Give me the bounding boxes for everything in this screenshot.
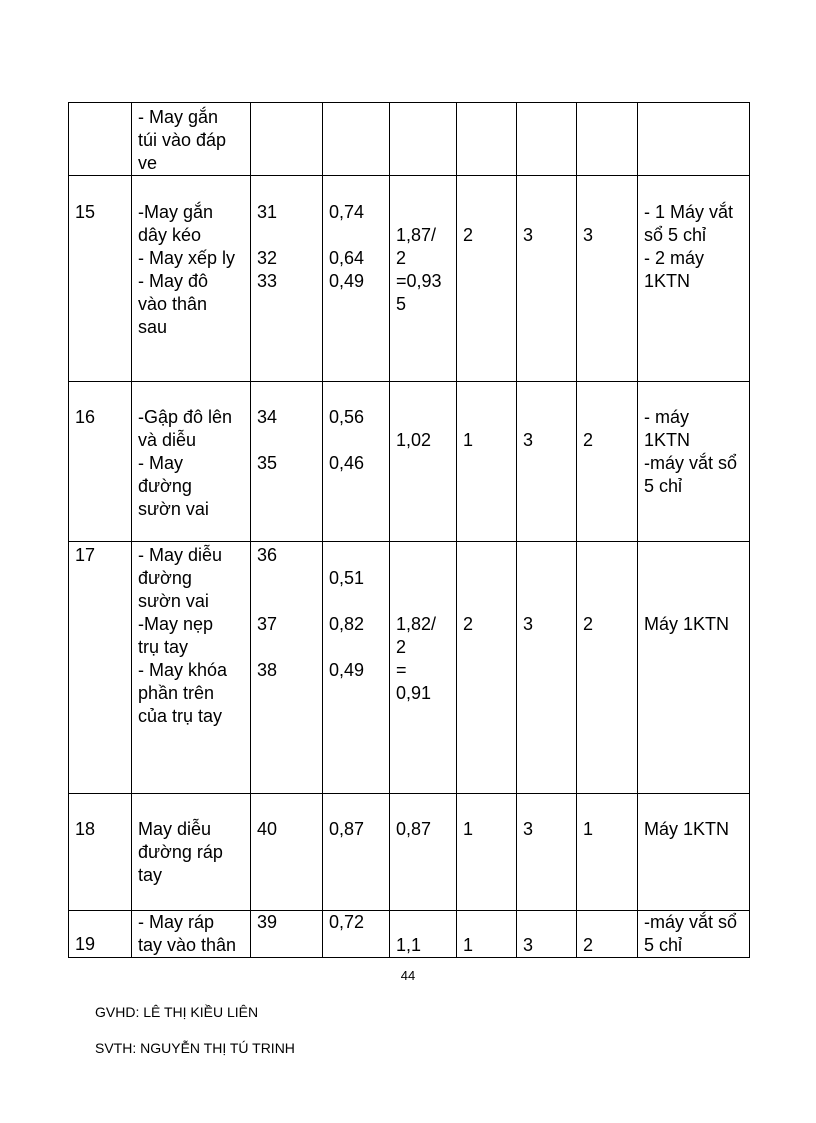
time-cell (323, 542, 390, 794)
operation-code-line: 37 (257, 614, 278, 634)
table-row (69, 794, 750, 911)
workers-line (463, 544, 510, 567)
equipment-line (644, 567, 743, 590)
operation-code-cell (251, 103, 323, 176)
machine-count-line: 2 (583, 935, 594, 955)
operation-code-cell (251, 382, 323, 542)
row-number-cell (69, 382, 132, 542)
operation-cell (132, 176, 251, 382)
equipment-line: 5 chỉ (644, 476, 683, 496)
time-line (329, 636, 383, 659)
equipment-line: -máy vắt sổ (644, 453, 738, 473)
operation-code-line: 33 (257, 271, 278, 291)
total-time-cell (390, 542, 457, 794)
equipment-line: sổ 5 chỉ (644, 225, 707, 245)
equipment-line (644, 544, 743, 567)
total-time-line: 1,87/ (396, 225, 437, 245)
workers-line (463, 567, 510, 590)
table-row (69, 176, 750, 382)
total-time-line: 5 (396, 294, 407, 314)
machine-count-cell (577, 103, 638, 176)
total-time-line (396, 201, 450, 224)
row-number-cell (69, 103, 132, 176)
row-number-text: 16 (75, 407, 96, 427)
operation-code-cell (251, 542, 323, 794)
operation-line: sườn vai (138, 499, 209, 519)
operation-cell (132, 103, 251, 176)
workers-line: 2 (463, 614, 474, 634)
time-line: 0,87 (329, 819, 365, 839)
operation-line: tay (138, 865, 163, 885)
equipment-line: 1KTN (644, 271, 691, 291)
machine-count-line: 2 (583, 430, 594, 450)
time-line (329, 429, 383, 452)
equipment-line: -máy vắt sổ (644, 912, 738, 932)
workers-line: 2 (463, 225, 474, 245)
grade-cell (517, 382, 577, 542)
operation-line: phần trên (138, 683, 215, 703)
footer-advisor: GVHD: LÊ THỊ KIỀU LIÊN (95, 1004, 259, 1020)
workers-cell (457, 382, 517, 542)
page-number: 44 (400, 968, 416, 983)
operation-cell (132, 382, 251, 542)
equipment-line: - 2 máy (644, 248, 705, 268)
workers-cell (457, 103, 517, 176)
equipment-line: - 1 Máy vắt (644, 202, 734, 222)
time-line: 0,64 (329, 248, 365, 268)
operation-line: dây kéo (138, 225, 202, 245)
grade-line: 3 (523, 819, 534, 839)
row-number-text: 18 (75, 819, 96, 839)
machine-count-line (583, 911, 631, 934)
operation-code-line: 31 (257, 202, 278, 222)
operation-line: - May khóa (138, 660, 228, 680)
operation-code-line: 32 (257, 248, 278, 268)
total-time-line (396, 544, 450, 567)
time-cell (323, 382, 390, 542)
total-time-line: 1,82/ (396, 614, 437, 634)
grade-line (523, 911, 570, 934)
row-number-cell (69, 542, 132, 794)
workers-line: 1 (463, 819, 474, 839)
operation-code-cell (251, 911, 323, 958)
time-cell (323, 176, 390, 382)
row-number-text: 15 (75, 202, 96, 222)
workers-line (463, 201, 510, 224)
grade-cell (517, 103, 577, 176)
time-line: 0,72 (329, 912, 365, 932)
grade-cell (517, 794, 577, 911)
machine-count-line: 3 (583, 225, 594, 245)
machine-count-line (583, 544, 631, 567)
table-row (69, 542, 750, 794)
operation-line: đường (138, 568, 192, 588)
grade-line (523, 201, 570, 224)
equipment-cell (638, 911, 750, 958)
operation-line: ve (138, 153, 158, 173)
operation-line: - May gắn (138, 107, 219, 127)
operation-code-line: 38 (257, 660, 278, 680)
total-time-line (396, 590, 450, 613)
row-number-cell (69, 911, 132, 958)
time-cell (323, 911, 390, 958)
equipment-cell (638, 794, 750, 911)
equipment-line: - máy (644, 407, 689, 427)
grade-line (523, 406, 570, 429)
equipment-line: 5 chỉ (644, 935, 683, 955)
machine-count-line (583, 590, 631, 613)
row-number-text: 19 (75, 934, 96, 954)
operation-line: tay vào thân (138, 935, 237, 955)
table-row (69, 911, 750, 958)
total-time-line (396, 911, 450, 934)
table-row (69, 382, 750, 542)
operation-code-cell (251, 176, 323, 382)
workers-line: 1 (463, 430, 474, 450)
total-time-cell (390, 103, 457, 176)
total-time-line: 2 (396, 637, 407, 657)
time-cell (323, 794, 390, 911)
equipment-cell (638, 103, 750, 176)
workers-line (463, 590, 510, 613)
operation-line: và diễu (138, 430, 197, 450)
operation-code-cell (251, 794, 323, 911)
machine-count-cell (577, 911, 638, 958)
operation-line: - May diễu (138, 545, 223, 565)
time-line: 0,56 (329, 407, 365, 427)
grade-line: 3 (523, 430, 534, 450)
workers-line: 1 (463, 935, 474, 955)
row-number-cell (69, 794, 132, 911)
operation-code-line (257, 636, 316, 659)
operation-code-line (257, 590, 316, 613)
operation-line: - May ráp (138, 912, 215, 932)
machine-count-line: 2 (583, 614, 594, 634)
operation-line: sườn vai (138, 591, 209, 611)
workers-line (463, 911, 510, 934)
operation-line: túi vào đáp (138, 130, 227, 150)
operation-code-line (257, 567, 316, 590)
time-cell (323, 103, 390, 176)
time-line (329, 590, 383, 613)
machine-count-line (583, 567, 631, 590)
time-line: 0,46 (329, 453, 365, 473)
grade-line: 3 (523, 225, 534, 245)
operation-cell (132, 911, 251, 958)
operation-code-line: 36 (257, 545, 278, 565)
operation-line: May diễu (138, 819, 212, 839)
operation-line: của trụ tay (138, 706, 223, 726)
operation-line: đường ráp (138, 842, 223, 862)
operation-line: - May xếp ly (138, 248, 236, 268)
operation-line: -Gập đô lên (138, 407, 233, 427)
workers-cell (457, 542, 517, 794)
time-line: 0,49 (329, 660, 365, 680)
grade-line: 3 (523, 935, 534, 955)
workers-cell (457, 794, 517, 911)
equipment-line: Máy 1KTN (644, 819, 730, 839)
workers-cell (457, 911, 517, 958)
operation-line: sau (138, 317, 168, 337)
grade-line (523, 544, 570, 567)
machine-count-cell (577, 794, 638, 911)
machine-count-cell (577, 176, 638, 382)
total-time-line: 0,87 (396, 819, 432, 839)
total-time-line: 1,02 (396, 430, 432, 450)
row-number-cell (69, 176, 132, 382)
time-line: 0,51 (329, 568, 365, 588)
equipment-cell (638, 176, 750, 382)
operation-line: trụ tay (138, 637, 189, 657)
row-number-text: 17 (75, 545, 96, 565)
total-time-line: 1,1 (396, 935, 422, 955)
workers-line (463, 406, 510, 429)
equipment-cell (638, 382, 750, 542)
operation-cell (132, 794, 251, 911)
time-line: 0,82 (329, 614, 365, 634)
operation-code-line: 39 (257, 912, 278, 932)
total-time-line (396, 567, 450, 590)
equipment-line: Máy 1KTN (644, 614, 730, 634)
operation-code-line (257, 224, 316, 247)
total-time-cell (390, 911, 457, 958)
time-line (329, 224, 383, 247)
operation-line: -May nẹp (138, 614, 214, 634)
grade-line (523, 567, 570, 590)
machine-count-cell (577, 542, 638, 794)
total-time-cell (390, 382, 457, 542)
grade-line (523, 590, 570, 613)
operation-line: - May (138, 453, 183, 473)
grade-line: 3 (523, 614, 534, 634)
table-row (69, 103, 750, 176)
equipment-line (644, 590, 743, 613)
grade-cell (517, 542, 577, 794)
total-time-line: 2 (396, 248, 407, 268)
time-line (329, 544, 383, 567)
total-time-line: 0,91 (396, 683, 432, 703)
time-line: 0,49 (329, 271, 365, 291)
machine-count-cell (577, 382, 638, 542)
time-line: 0,74 (329, 202, 365, 222)
total-time-line: =0,93 (396, 271, 442, 291)
operation-code-line: 40 (257, 819, 278, 839)
total-time-cell (390, 176, 457, 382)
operations-table (68, 102, 750, 958)
operation-cell (132, 542, 251, 794)
footer-student: SVTH: NGUYỄN THỊ TÚ TRINH (95, 1040, 295, 1056)
total-time-line (396, 406, 450, 429)
operation-line: - May đô (138, 271, 209, 291)
equipment-line: 1KTN (644, 430, 691, 450)
total-time-line: = (396, 660, 407, 680)
machine-count-line (583, 201, 631, 224)
grade-cell (517, 911, 577, 958)
operation-code-line: 35 (257, 453, 278, 473)
machine-count-line: 1 (583, 819, 594, 839)
total-time-cell (390, 794, 457, 911)
operation-line: vào thân (138, 294, 208, 314)
operation-code-line: 34 (257, 407, 278, 427)
machine-count-line (583, 406, 631, 429)
operation-code-line (257, 429, 316, 452)
operation-line: đường (138, 476, 192, 496)
operation-line: -May gắn (138, 202, 214, 222)
equipment-cell (638, 542, 750, 794)
workers-cell (457, 176, 517, 382)
grade-cell (517, 176, 577, 382)
